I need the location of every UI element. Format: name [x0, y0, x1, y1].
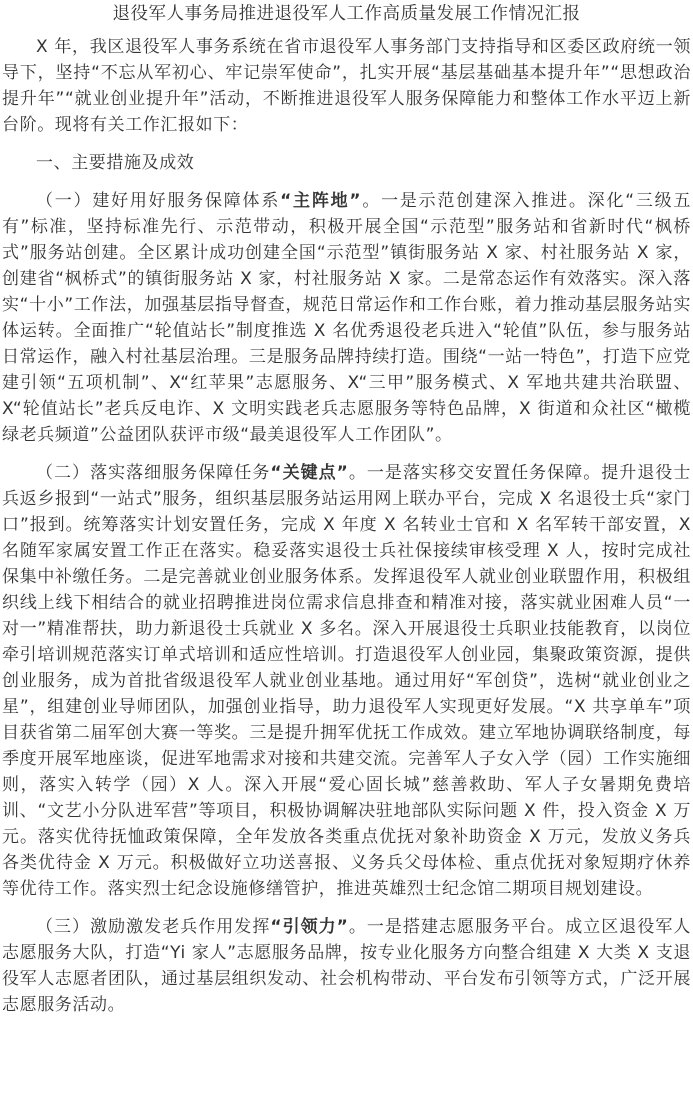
intro-paragraph: X 年，我区退役军人事务系统在省市退役军人事务部门支持指导和区委区政府统一领导下，坚持“不忘从军初心、牢记崇军使命”，扎实开展“基层基础基本提升年”“思想政治提升年”“就业创业提升年”活动，不断推进退役军人服务保障能力和整体工作水平迈上新台阶。现将有关工作汇报如下：	[2, 37, 691, 135]
item-paragraph-2	[2, 460, 691, 902]
item-2-body: 。一是落实移交安置任务保障。提升退役士兵返乡报到“一站式”服务，组织基层服务站运用网上联办平台，完成 X 名退役士兵“家门口”报到。统筹落实计划安置任务，完成 X 年度 X 名转业士官和 X 名军转干部安置，X 名随军家属安置工作正在落实。稳妥落实退役士兵社保接续审核受理 X 人，按时完成社保集中补缴任务。二是完善就业创业服务体系。发挥退役军人就业创业联盟作用，积极组织线上线下相结合的就业招聘推进岗位需求信息排查和精准对接，落实就业困难人员“一对一”精准帮扶，助力新退役士兵就业 X 多名。深入开展退役士兵职业技能教育，以岗位牵引培训规范落实订单式培训和适应性培训。打造退役军人创业园，集聚政策资源，提供创业服务，成为首批省级退役军人就业创业基地。通过用好“军创贷”，选树“就业创业之星”，组建创业导师团队，加强创业指导，助力退役军人实现更好发展。“X 共享单车”项目获省第二届军创大赛一等奖。三是提升拥军优抚工作成效。建立军地协调联络制度，每季度开展军地座谈，促进军地需求对接和共建交流。完善军人子女入学（园）工作实施细则，落实入转学（园）X 人。深入开展“爱心固长城”慈善救助、军人子女暑期免费培训、“文艺小分队进军营”等项目，积极协调解决驻地部队实际问题 X 件，投入资金 X 万元。落实优待抚恤政策保障，全年发放各类重点优抚对象补助资金 X 万元，发放义务兵各类优待金 X 万元。积极做好立功送喜报、义务兵父母体检、重点优抚对象短期疗休养等优待工作。落实烈士纪念设施修缮管护，推进英雄烈士纪念馆二期项目规划建设。	[2, 463, 691, 899]
section-heading: 一、主要措施及成效	[36, 153, 195, 173]
item-3-key: “引领力”	[270, 917, 349, 937]
item-1-prefix: （一）建好用好服务保障体系	[36, 191, 281, 211]
item-2-key: “关键点”	[270, 463, 349, 483]
item-paragraph-1	[2, 188, 691, 448]
item-paragraph-3	[2, 914, 691, 1018]
item-1-body: 。一是示范创建深入推进。深化“三级五有”标准，坚持标准先行、示范带动，积极开展全国“示范型”服务站和省新时代“枫桥式”服务站创建。全区累计成功创建全国“示范型”镇街服务站 X 家、村社服务站 X 家，创建省“枫桥式”的镇街服务站 X 家，村社服务站 X 家。二是常态运作有效落实。深入落实“十小”工作法，加强基层指导督查，规范日常运作和工作台账，着力推动基层服务站实体运转。全面推广“轮值站长”制度推选 X 名优秀退役老兵进入“轮值”队伍，参与服务站日常运作，融入村社基层治理。三是服务品牌持续打造。围绕“一站一特色”，打造下应党建引领“五项机制”、X“红苹果”志愿服务、X“三甲”服务模式、X 军地共建共治联盟、X“轮值站长”老兵反电诈、X 文明实践老兵志愿服务等特色品牌，X 街道和众社区“橄榄绿老兵频道”公益团队获评市级“最美退役军人工作团队”。	[2, 191, 691, 445]
item-3-prefix: （三）激励激发老兵作用发挥	[36, 917, 271, 937]
document-title: 退役军人事务局推进退役军人工作高质量发展工作情况汇报	[112, 4, 581, 24]
item-1-key: “主阵地”	[280, 191, 362, 211]
item-3-body: 。一是搭建志愿服务平台。成立区退役军人志愿服务大队，打造“Yi 家人”志愿服务品牌，按专业化服务方向整合组建 X 大类 X 支退役军人志愿者团队，通过基层组织发动、社会机构带动、平台发布引领等方式，广泛开展志愿服务活动。	[2, 917, 691, 1015]
item-2-prefix: （二）落实落细服务保障任务	[36, 463, 271, 483]
